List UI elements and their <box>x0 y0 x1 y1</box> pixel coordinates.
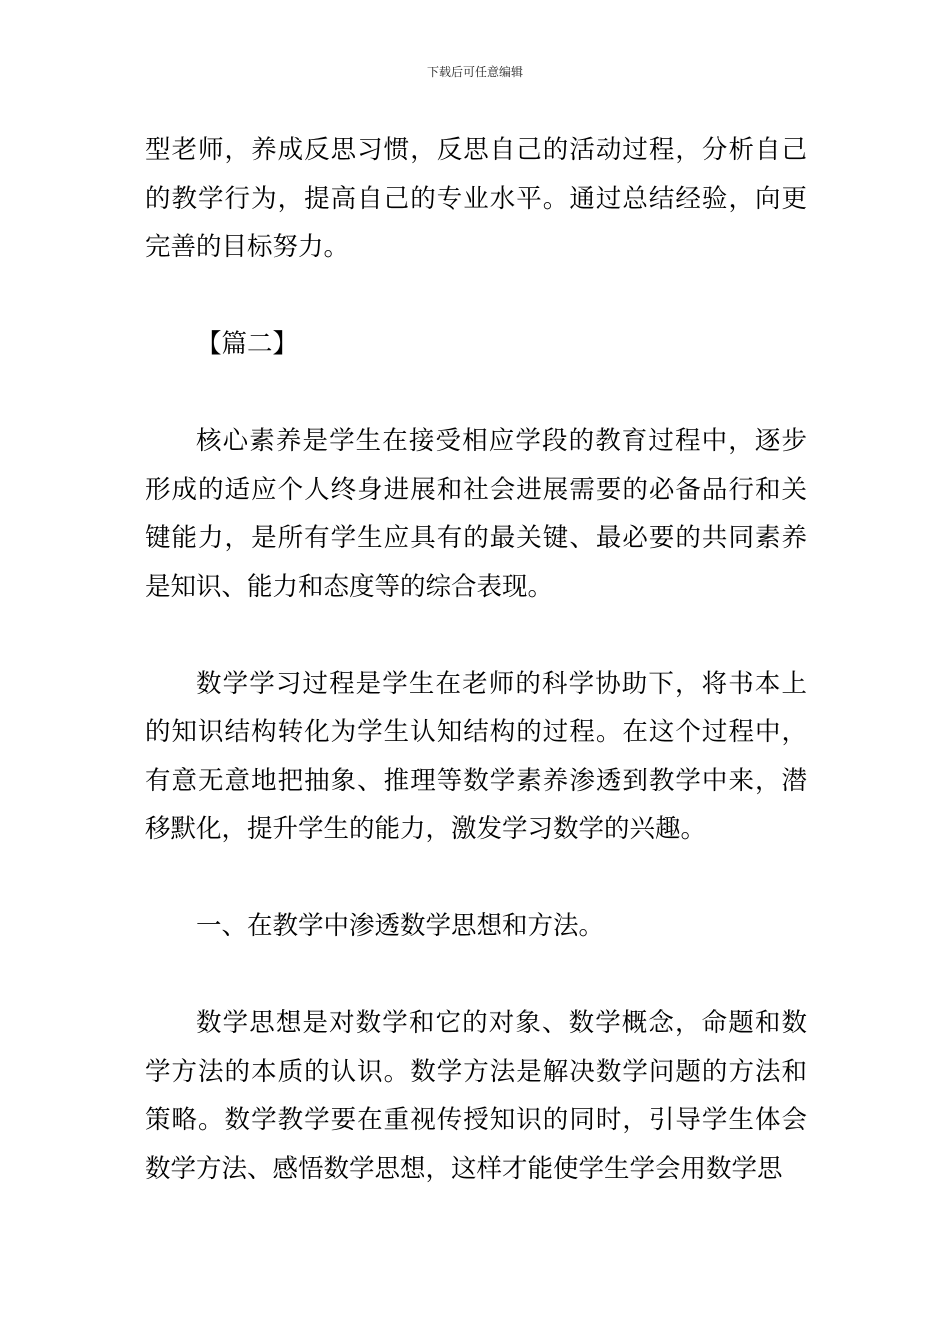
paragraph: 数学思想是对数学和它的对象、数学概念，命题和数学方法的本质的认识。数学方法是解决数学问题的方法和策略。数学教学要在重视传授知识的同时，引导学生体会数学方法、感悟数学思想，这样才能使学生学会用数学思 <box>145 1008 807 1184</box>
paragraph-continuation: 型老师，养成反思习惯，反思自己的活动过程，分析自己的教学行为，提高自己的专业水平。通过总结经验，向更完善的目标努力。 <box>145 135 807 262</box>
paragraph: 数学学习过程是学生在老师的科学协助下，将书本上的知识结构转化为学生认知结构的过程。在这个过程中，有意无意地把抽象、推理等数学素养渗透到教学中来，潜移默化，提升学生的能力，激发学习数学的兴趣。 <box>145 668 807 844</box>
section-heading: 【篇二】 <box>196 329 299 359</box>
header-note: 下载后可任意编辑 <box>426 65 523 79</box>
paragraph: 核心素养是学生在接受相应学段的教育过程中，逐步形成的适应个人终身进展和社会进展需要的必备品行和关键能力，是所有学生应具有的最关键、最必要的共同素养是知识、能力和态度等的综合表现。 <box>145 426 807 602</box>
subheading: 一、在教学中渗透数学思想和方法。 <box>196 911 605 941</box>
document-body <box>145 126 807 1193</box>
